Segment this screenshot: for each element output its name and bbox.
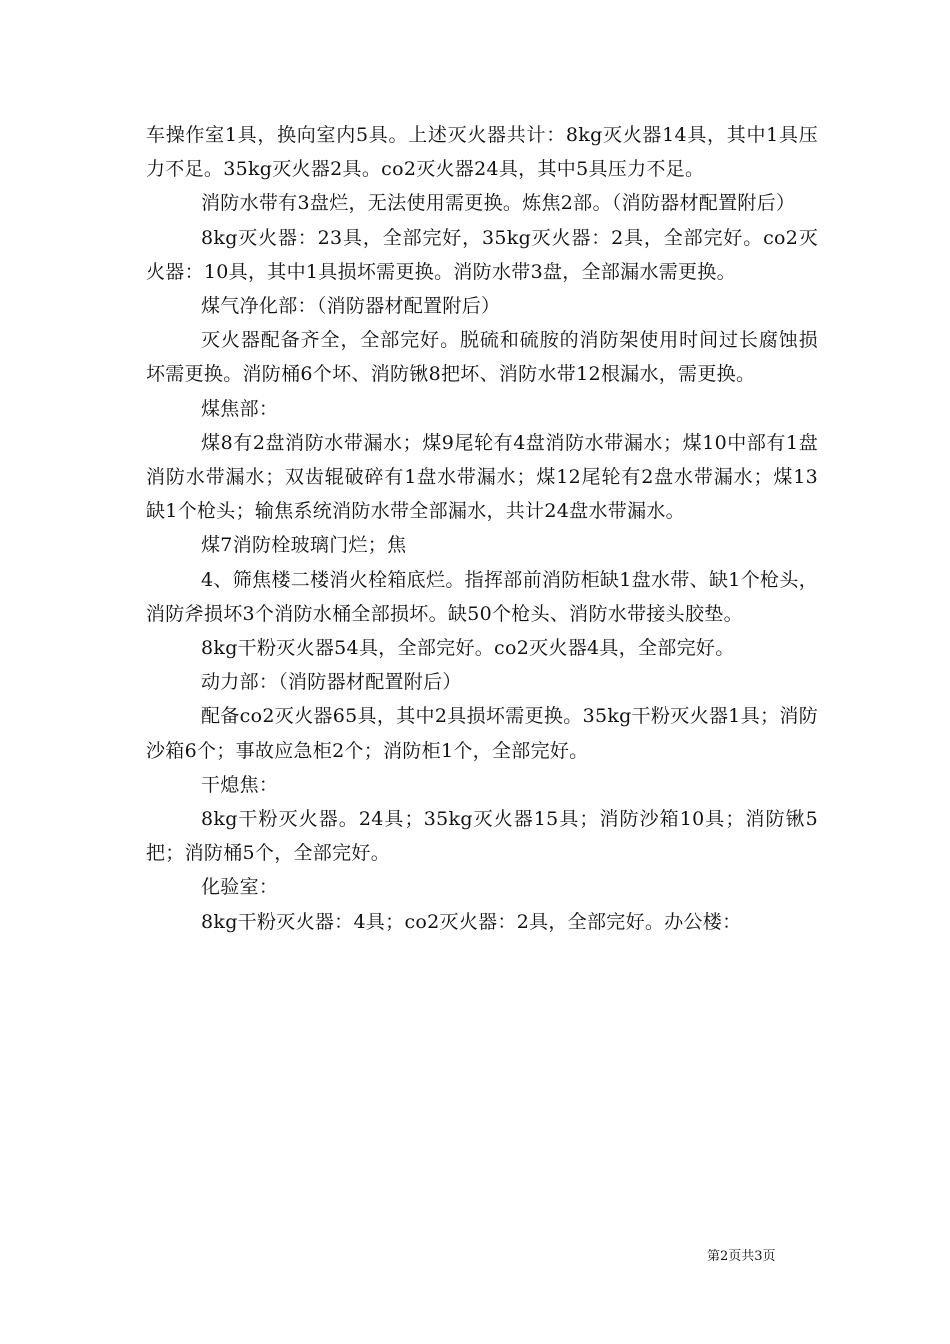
paragraph-12: 配备co2灭火器65具，其中2具损坏需更换。35kg干粉灭火器1具；消防沙箱6个；事故应急柜2个；消防柜1个，全部完好。 <box>146 705 818 762</box>
paragraph-13: 干熄焦： <box>201 773 279 796</box>
paragraph-10: 8kg干粉灭火器54具，全部完好。co2灭火器4具，全部完好。 <box>201 637 735 660</box>
paragraph-8: 煤7消防栓玻璃门烂；焦 <box>201 534 407 557</box>
paragraph-4: 煤气净化部：（消防器材配置附后） <box>201 295 501 318</box>
document-body <box>146 118 818 939</box>
paragraph-1: 车操作室1具，换向室内5具。上述灭火器共计：8kg灭火器14具，其中1具压力不足。35kg灭火器2具。co2灭火器24具，其中5具压力不足。 <box>146 124 818 181</box>
paragraph-2: 消防水带有3盘烂，无法使用需更换。炼焦2部。（消防器材配置附后） <box>201 192 796 215</box>
paragraph-14: 8kg干粉灭火器。24具；35kg灭火器15具；消防沙箱10具；消防锹5把；消防桶5个，全部完好。 <box>146 808 818 865</box>
paragraph-11: 动力部：（消防器材配置附后） <box>201 671 462 694</box>
paragraph-7: 煤8有2盘消防水带漏水；煤9尾轮有4盘消防水带漏水；煤10中部有1盘消防水带漏水；双齿辊破碎有1盘水带漏水；煤12尾轮有2盘水带漏水；煤13缺1个枪头；输焦系统消防水带全部漏水，共计24盘水带漏水。 <box>146 431 818 523</box>
page-number-footer: 第2页共3页 <box>707 1249 776 1264</box>
paragraph-6: 煤焦部： <box>201 397 279 420</box>
paragraph-9: 4、筛焦楼二楼消火栓箱底烂。指挥部前消防柜缺1盘水带、缺1个枪头，消防斧损坏3个消防水桶全部损坏。缺50个枪头、消防水带接头胶垫。 <box>146 568 818 625</box>
paragraph-5: 灭火器配备齐全，全部完好。脱硫和硫胺的消防架使用时间过长腐蚀损坏需更换。消防桶6个坏、消防锹8把坏、消防水带12根漏水，需更换。 <box>146 329 818 386</box>
paragraph-3: 8kg灭火器：23具，全部完好，35kg灭火器：2具，全部完好。co2灭火器：10具，其中1具损坏需更换。消防水带3盘，全部漏水需更换。 <box>146 226 818 283</box>
paragraph-16: 8kg干粉灭火器：4具；co2灭火器：2具，全部完好。办公楼： <box>201 910 742 933</box>
paragraph-15: 化验室： <box>201 876 279 899</box>
